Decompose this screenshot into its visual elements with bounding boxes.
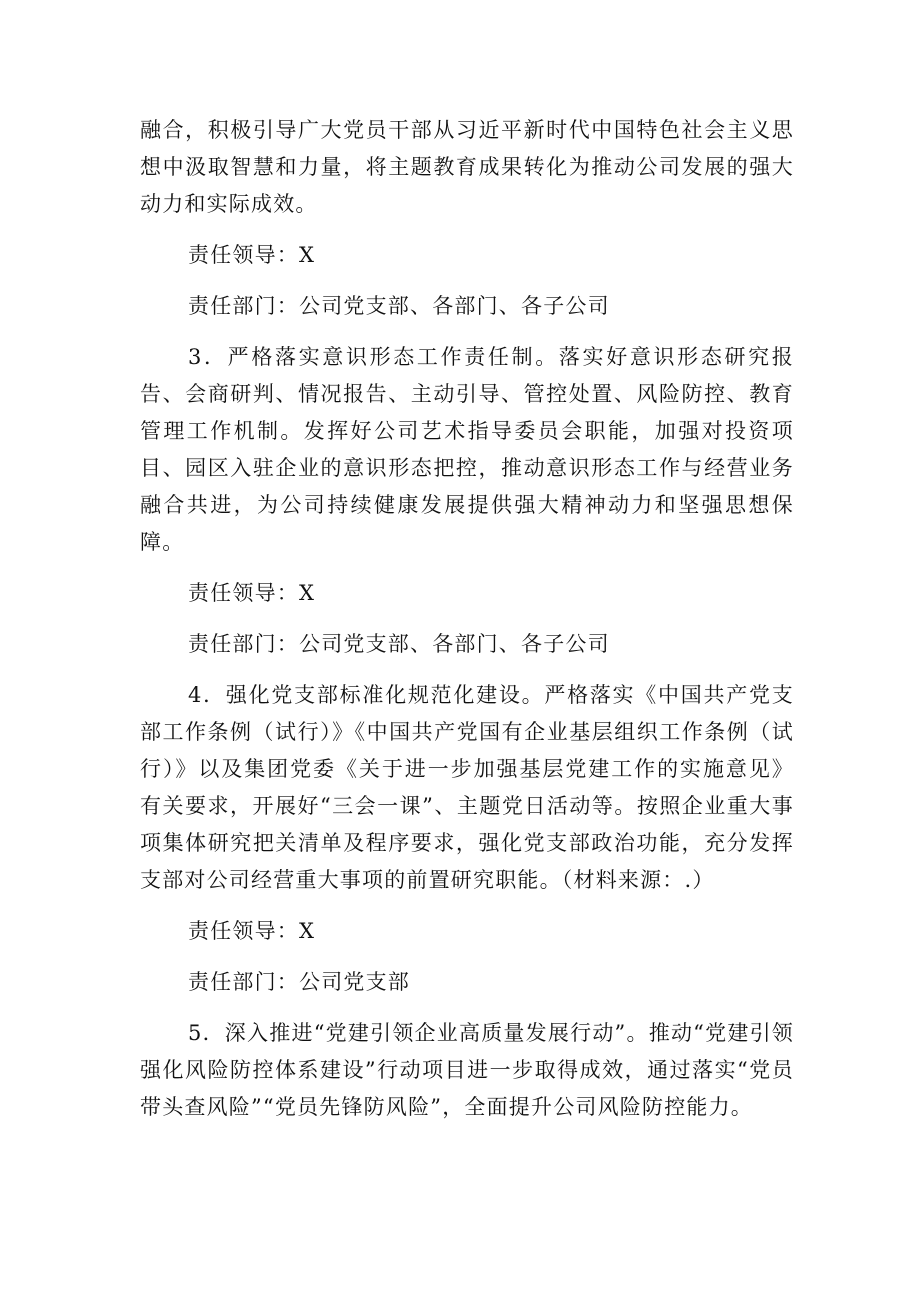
responsible-department: 责任部门：公司党支部 — [188, 970, 410, 994]
paragraph-item-5: 5．深入推进“党建引领企业高质量发展行动”。推动“党建引领强化风险防控体系建设”行动项目进一步取得成效，通过落实“党员带头查风险”“党员先锋防风险”，全面提升公司风险防控能力。 — [140, 1021, 794, 1119]
document-body — [140, 112, 794, 1140]
responsible-leader: 责任领导：X — [188, 243, 316, 267]
paragraph-item-4: 4．强化党支部标准化规范化建设。严格落实《中国共产党支部工作条例（试行）》《中国共产党国有企业基层组织工作条例（试行）》以及集团党委《关于进一步加强基层党建工作的实施意见》有关要求，开展好“三会一课”、主题党日活动等。按照企业重大事项集体研究把关清单及程序要求，强化党支部政治功能，充分发挥支部对公司经营重大事项的前置研究职能。（材料来源：.） — [140, 683, 794, 892]
paragraph-item-3: 3．严格落实意识形态工作责任制。落实好意识形态研究报告、会商研判、情况报告、主动引导、管控处置、风险防控、教育管理工作机制。发挥好公司艺术指导委员会职能，加强对投资项目、园区入驻企业的意识形态把控，推动意识形态工作与经营业务融合共进，为公司持续健康发展提供强大精神动力和坚强思想保障。 — [140, 345, 794, 554]
responsible-department: 责任部门：公司党支部、各部门、各子公司 — [188, 632, 610, 656]
responsible-department: 责任部门：公司党支部、各部门、各子公司 — [188, 294, 610, 318]
responsible-leader: 责任领导：X — [188, 919, 316, 943]
responsible-leader: 责任领导：X — [188, 581, 316, 605]
paragraph-continuation: 融合，积极引导广大党员干部从习近平新时代中国特色社会主义思想中汲取智慧和力量，将主题教育成果转化为推动公司发展的强大动力和实际成效。 — [140, 118, 794, 216]
